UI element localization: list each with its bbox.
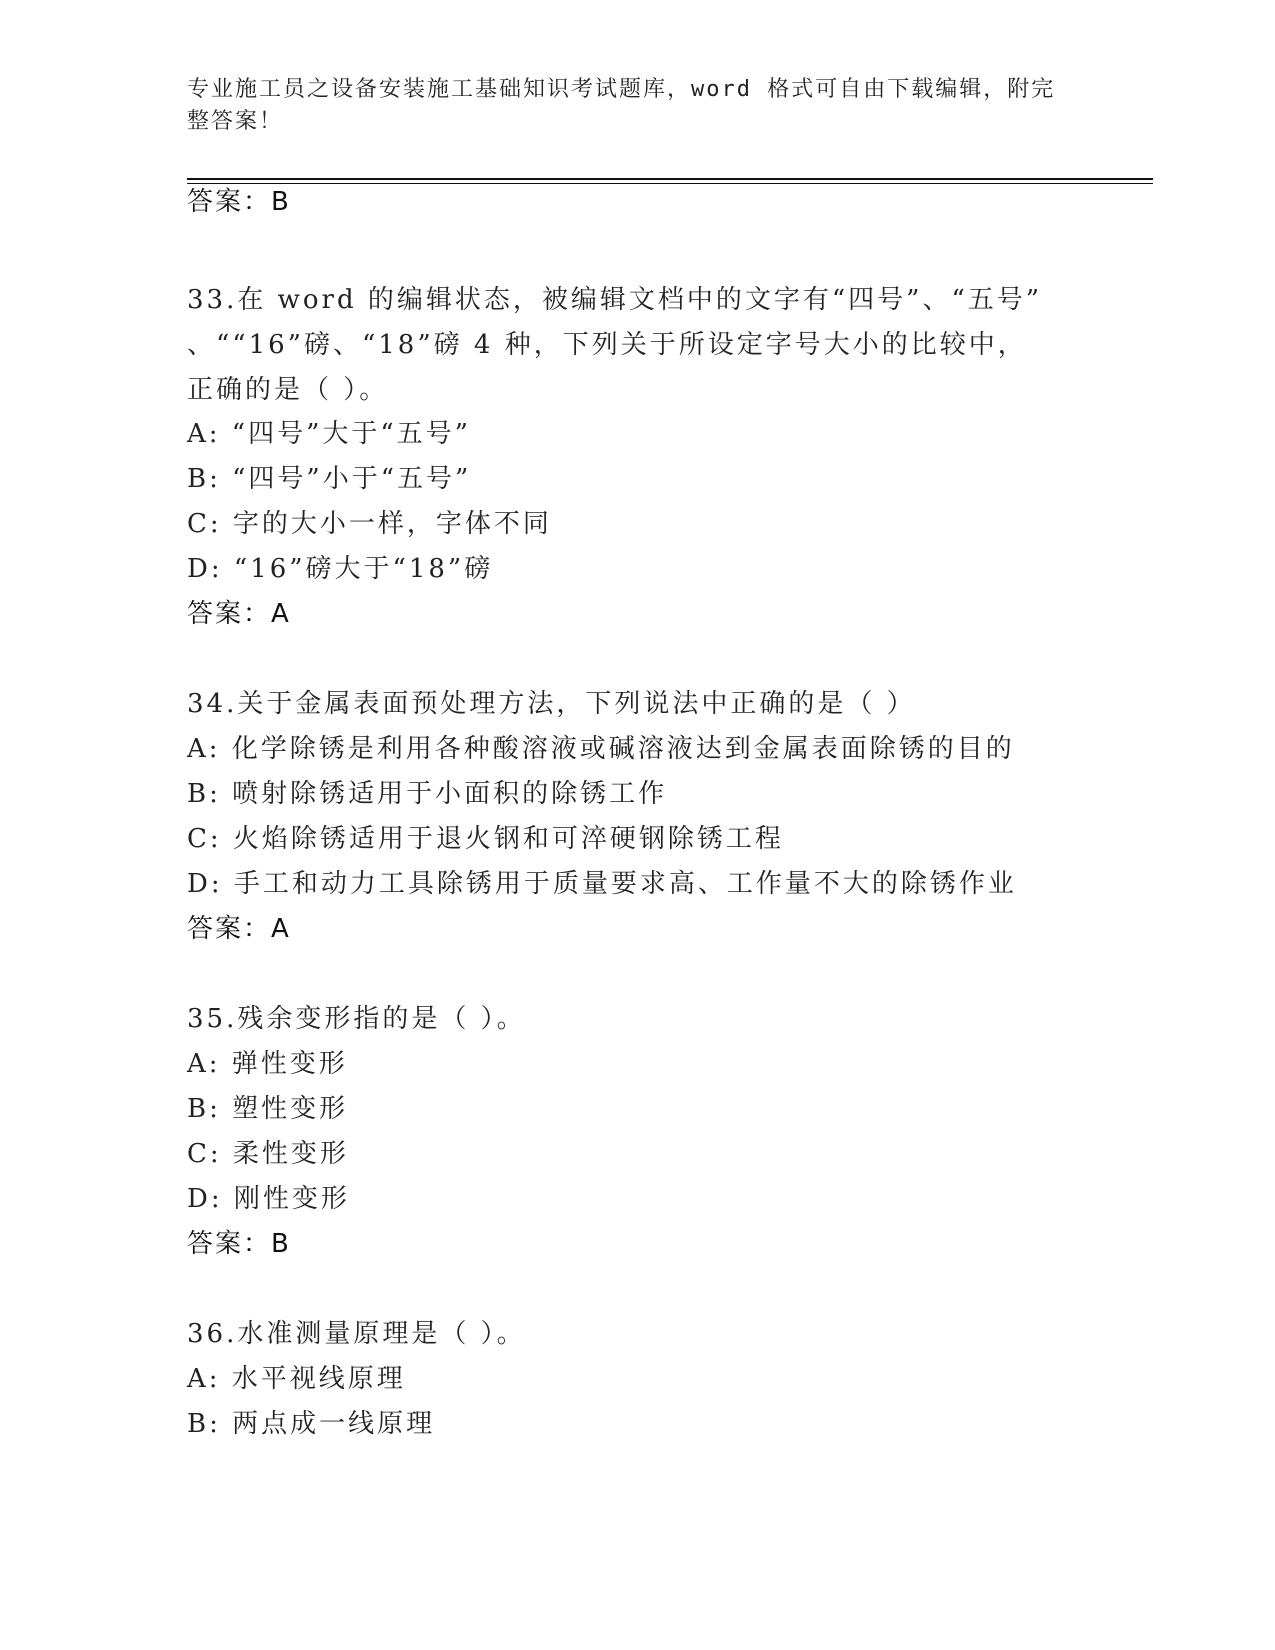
option-d: D: 刚性变形 [187,1184,350,1214]
option-d: D: “16”磅大于“18”磅 [187,554,494,584]
option-b: B: 两点成一线原理 [187,1409,436,1439]
page-header: 专业施工员之设备安装施工基础知识考试题库，word 格式可自由下载编辑，附完整答案！ [187,77,1056,134]
question-text: 33.在 word 的编辑状态，被编辑文档中的文字有“四号”、“五号” [187,285,1043,315]
question-text: 、““16”磅、“18”磅 4 种，下列关于所设定字号大小的比较中， [187,330,1027,360]
question-text: 35.残余变形指的是（ ）。 [187,1004,526,1034]
option-b: B: “四号”小于“五号” [187,464,472,494]
option-c: C: 柔性变形 [187,1139,349,1169]
option-c: C: 字的大小一样，字体不同 [187,509,552,539]
option-b: B: 喷射除锈适用于小面积的除锈工作 [187,779,668,809]
option-a: A: 化学除锈是利用各种酸溶液或碱溶液达到金属表面除锈的目的 [187,734,1015,764]
answer-line: 答案：B [187,1229,291,1259]
question-text: 36.水准测量原理是（ ）。 [187,1319,526,1349]
answer-line: 答案：A [187,599,291,629]
option-d: D: 手工和动力工具除锈用于质量要求高、工作量不大的除锈作业 [187,869,1017,899]
header-rule-thick [187,178,1153,180]
answer-line: 答案：B [187,187,291,217]
header-rule-thin [187,183,1153,184]
option-c: C: 火焰除锈适用于退火钢和可淬硬钢除锈工程 [187,824,784,854]
option-a: A: 弹性变形 [187,1049,348,1079]
option-b: B: 塑性变形 [187,1094,349,1124]
option-a: A: “四号”大于“五号” [187,419,471,449]
question-text: 34.关于金属表面预处理方法，下列说法中正确的是（ ） [187,689,916,719]
answer-line: 答案：A [187,914,291,944]
option-a: A: 水平视线原理 [187,1364,406,1394]
question-text: 正确的是（ ）。 [187,375,389,405]
